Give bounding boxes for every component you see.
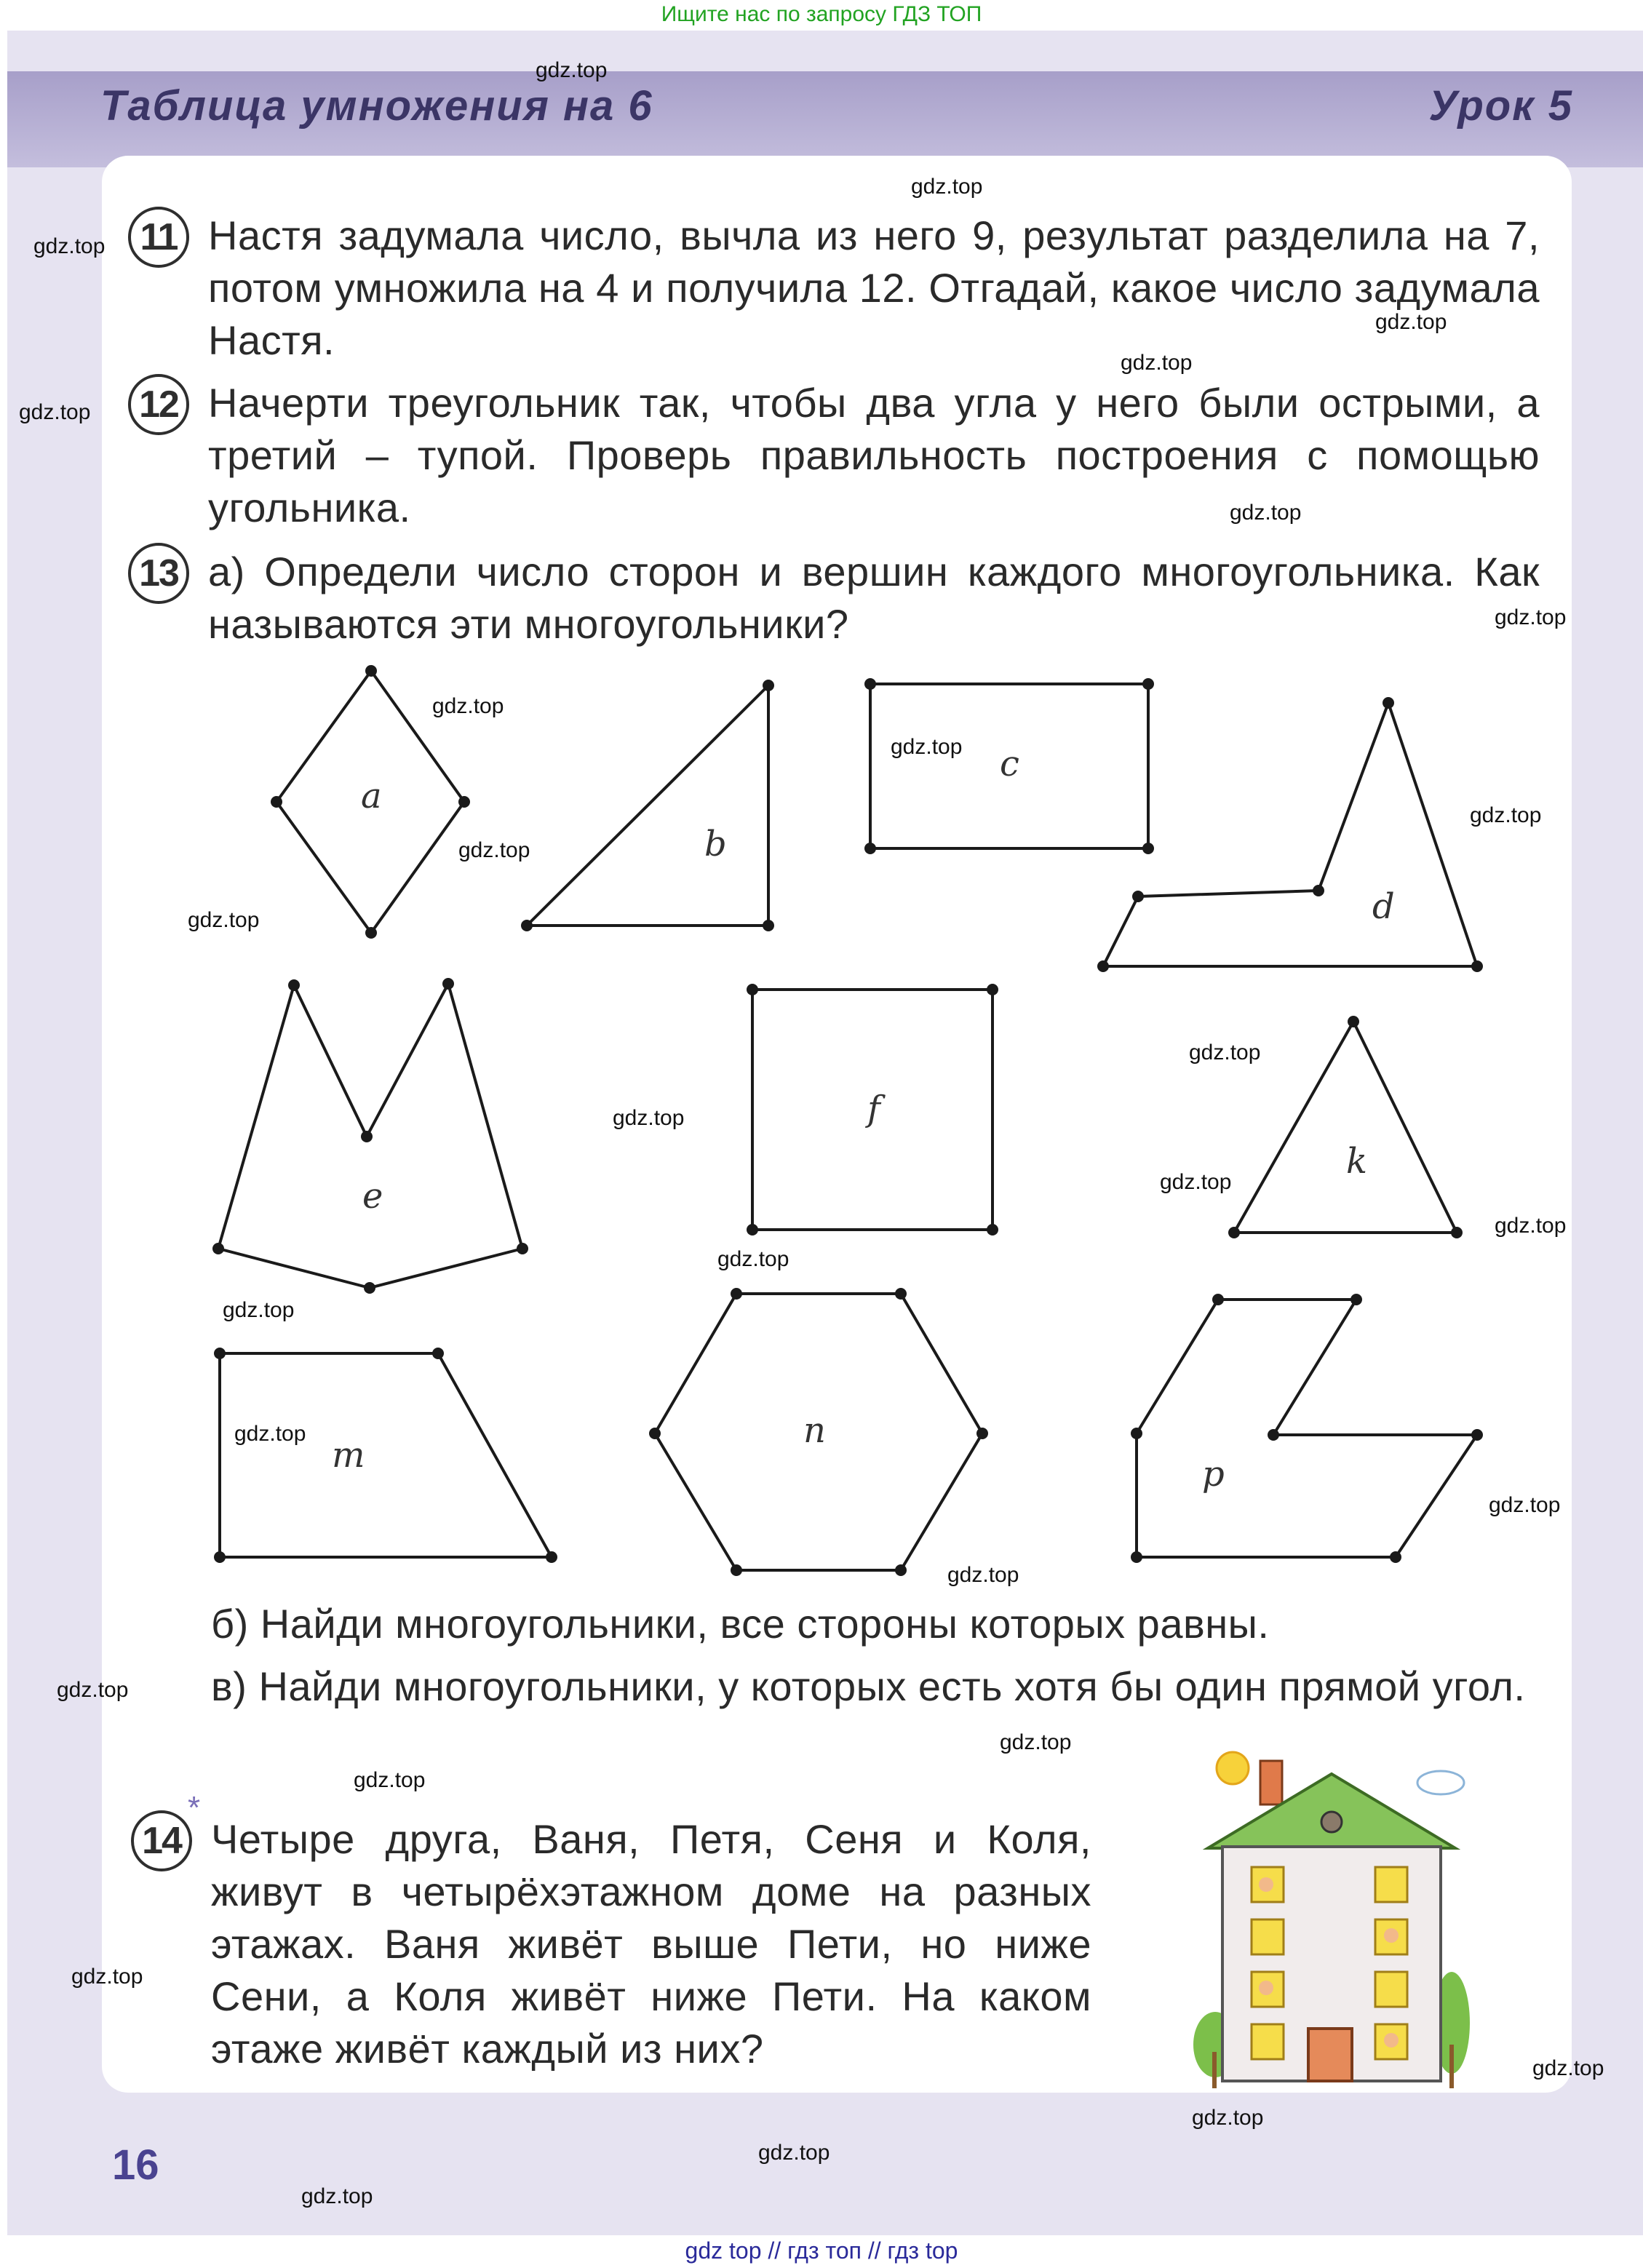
polygon-d — [1103, 703, 1477, 966]
lesson-label: Урок 5 — [1428, 82, 1573, 130]
top-link[interactable]: Ищите нас по запросу ГДЗ ТОП — [661, 2, 982, 26]
polygon-b — [527, 685, 768, 926]
watermark: gdz.top — [1189, 1041, 1261, 1065]
watermark: gdz.top — [758, 2141, 830, 2165]
watermark: gdz.top — [33, 234, 106, 258]
label-e: e — [362, 1176, 383, 1217]
watermark: gdz.top — [301, 2184, 373, 2208]
watermark: gdz.top — [536, 58, 608, 82]
watermark: gdz.top — [223, 1298, 295, 1322]
task-13a-text: а) Определи число сторон и вершин каждого многоугольника. Как называются эти многоугольники? — [208, 549, 1540, 647]
watermark: gdz.top — [947, 1563, 1019, 1587]
task-number-14: 14 — [131, 1810, 192, 1871]
label-m: m — [332, 1435, 365, 1476]
watermark: gdz.top — [1121, 351, 1193, 375]
watermark: gdz.top — [911, 175, 983, 199]
task-number-11: 11 — [128, 207, 189, 268]
task-14-text: Четыре друга, Ваня, Петя, Сеня и Коля, живут в четырёхэтажном доме на разных этажах. Ваня живёт выше Пети, но ниже Сени, а Коля живёт ниже Пети. На каком этаже живёт каждый из них? — [211, 1816, 1091, 2072]
watermark: gdz.top — [1495, 605, 1567, 629]
task-number-13: 13 — [128, 543, 189, 604]
polygon-m — [220, 1353, 552, 1557]
polygon-p — [1137, 1300, 1477, 1557]
label-d: d — [1372, 886, 1395, 927]
watermark: gdz.top — [1000, 1730, 1072, 1754]
task-12-text: Начерти треугольник так, чтобы два угла у него были острыми, а третий – тупой. Проверь правильность построения с помощью угольника. — [208, 380, 1540, 530]
watermark: gdz.top — [1489, 1493, 1561, 1517]
label-p: p — [1202, 1454, 1225, 1495]
watermark: gdz.top — [188, 908, 260, 932]
watermark: gdz.top — [1230, 501, 1302, 525]
watermark: gdz.top — [354, 1768, 426, 1792]
page-title: Таблица умножения на 6 — [100, 82, 653, 130]
watermark: gdz.top — [71, 1965, 143, 1989]
task-13b-text: б) Найди многоугольники, все стороны которых равны. — [211, 1601, 1270, 1647]
watermark: gdz.top — [57, 1678, 129, 1702]
task-13c-text: в) Найди многоугольники, у которых есть хотя бы один прямой угол. — [211, 1663, 1526, 1709]
watermark: gdz.top — [1160, 1170, 1232, 1194]
task-11-text: Настя задумала число, вычла из него 9, результат разделила на 7, потом умножила на 4 и получила 12. Отгадай, какое число задумала Настя. — [208, 212, 1540, 363]
label-b: b — [704, 824, 727, 864]
watermark: gdz.top — [717, 1247, 789, 1271]
label-a: a — [361, 776, 382, 816]
label-n: n — [803, 1410, 826, 1451]
cloud-icon — [1417, 1771, 1464, 1794]
watermark: gdz.top — [1192, 2106, 1264, 2130]
difficulty-star-icon: * — [188, 1790, 201, 1826]
label-k: k — [1346, 1141, 1368, 1182]
polygon-k — [1234, 1022, 1457, 1233]
watermark: gdz.top — [19, 400, 91, 424]
house-illustration — [1193, 1732, 1470, 2096]
door — [1308, 2029, 1352, 2081]
watermark: gdz.top — [1495, 1214, 1567, 1238]
task-number-12: 12 — [128, 374, 189, 435]
watermark: gdz.top — [432, 694, 504, 718]
watermark: gdz.top — [458, 838, 530, 862]
watermark: gdz.top — [613, 1106, 685, 1130]
watermark: gdz.top — [1470, 803, 1542, 827]
watermark: gdz.top — [234, 1422, 306, 1446]
watermark: gdz.top — [1375, 310, 1447, 334]
bottom-links[interactable]: gdz top // гдз топ // гдз top — [685, 2237, 958, 2264]
watermark: gdz.top — [891, 735, 963, 759]
label-f: f — [867, 1089, 880, 1129]
page-number: 16 — [112, 2141, 159, 2189]
sun-icon — [1217, 1752, 1249, 1784]
watermark: gdz.top — [1532, 2056, 1604, 2080]
label-c: c — [1000, 744, 1019, 784]
